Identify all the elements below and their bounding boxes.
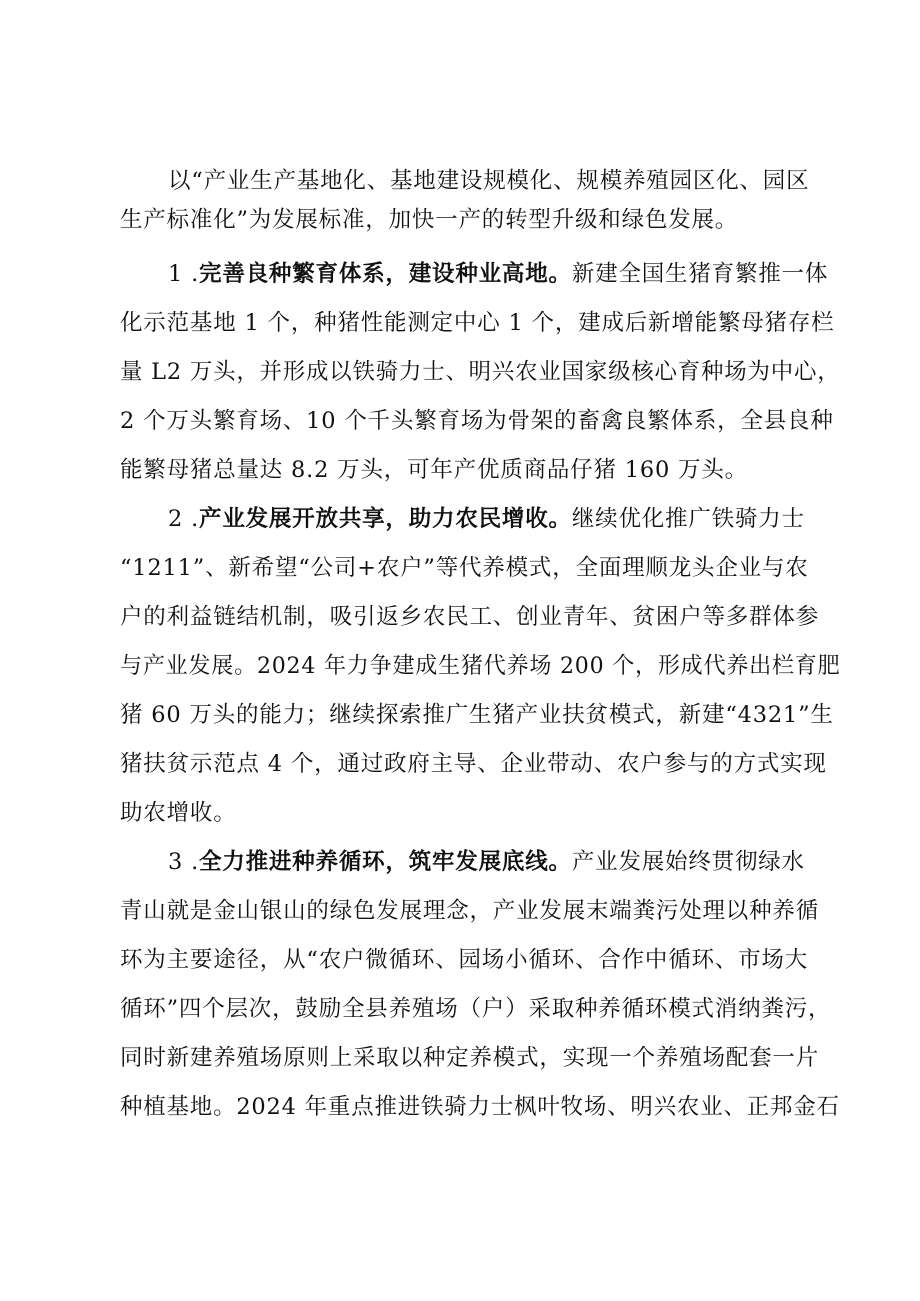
section2-line: 户的利益链结机制，吸引返乡农民工、创业青年、贫困户等多群体参 bbox=[120, 604, 820, 630]
section1-line: 化示范基地 1 个，种猪性能测定中心 1 个，建成后新增能繁母猪存栏 bbox=[120, 310, 835, 336]
section3-number: 3 . bbox=[168, 849, 200, 875]
section3-line: 环为主要途径，从“农户微循环、园场小循环、合作中循环、市场大 bbox=[120, 947, 809, 973]
section1-number: 1 . bbox=[168, 261, 200, 287]
section3-first-line bbox=[168, 847, 805, 877]
section2-line: 猪 60 万头的能力；继续探索推广生猪产业扶贫模式，新建“4321”生 bbox=[120, 702, 834, 728]
section2-line: 与产业发展。2024 年力争建成生猪代养场 200 个，形成代养出栏育肥 bbox=[120, 653, 841, 679]
section2-first-line bbox=[168, 504, 805, 534]
section3-first-line-text: 产业发展始终贯彻绿水 bbox=[571, 849, 805, 875]
intro-line-2: 生产标准化”为发展标准，加快一产的转型升级和绿色发展。 bbox=[120, 207, 739, 233]
section3-line: 循环”四个层次，鼓励全县养殖场（户）采取种养循环模式消纳粪污， bbox=[120, 996, 832, 1022]
section3-heading: 全力推进种养循环，筑牢发展底线。 bbox=[199, 849, 572, 875]
section2-line: 助农增收。 bbox=[120, 800, 237, 826]
section2-first-line-text: 继续优化推广铁骑力士 bbox=[571, 506, 805, 532]
section2-line: 猪扶贫示范点 4 个，通过政府主导、企业带动、农户参与的方式实现 bbox=[120, 751, 827, 777]
section1-first-line-text: 新建全国生猪育繁推一体 bbox=[571, 261, 829, 287]
section3-line: 同时新建养殖场原则上采取以种定养模式，实现一个养殖场配套一片 bbox=[120, 1045, 820, 1071]
section1-first-line bbox=[168, 259, 828, 289]
section2-number: 2 . bbox=[168, 506, 200, 532]
section3-line: 种植基地。2024 年重点推进铁骑力士枫叶牧场、明兴农业、正邦金石 bbox=[120, 1094, 840, 1120]
section1-line: 能繁母猪总量达 8.2 万头，可年产优质商品仔猪 160 万头。 bbox=[120, 457, 748, 483]
section2-line: “1211”、新希望“公司+农户”等代养模式，全面理顺龙头企业与农 bbox=[120, 555, 809, 581]
intro-line-1: 以“产业生产基地化、基地建设规模化、规模养殖园区化、园区 bbox=[168, 168, 810, 194]
section1-line: 量 L2 万头，并形成以铁骑力士、明兴农业国家级核心育种场为中心， bbox=[120, 359, 841, 385]
section3-line: 青山就是金山银山的绿色发展理念，产业发展末端粪污处理以种养循 bbox=[120, 898, 820, 924]
section2-heading: 产业发展开放共享，助力农民增收。 bbox=[199, 506, 572, 532]
section1-heading: 完善良种繁育体系，建设种业高地。 bbox=[199, 261, 572, 287]
section1-line: 2 个万头繁育场、10 个千头繁育场为骨架的畜禽良繁体系，全县良种 bbox=[120, 408, 834, 434]
